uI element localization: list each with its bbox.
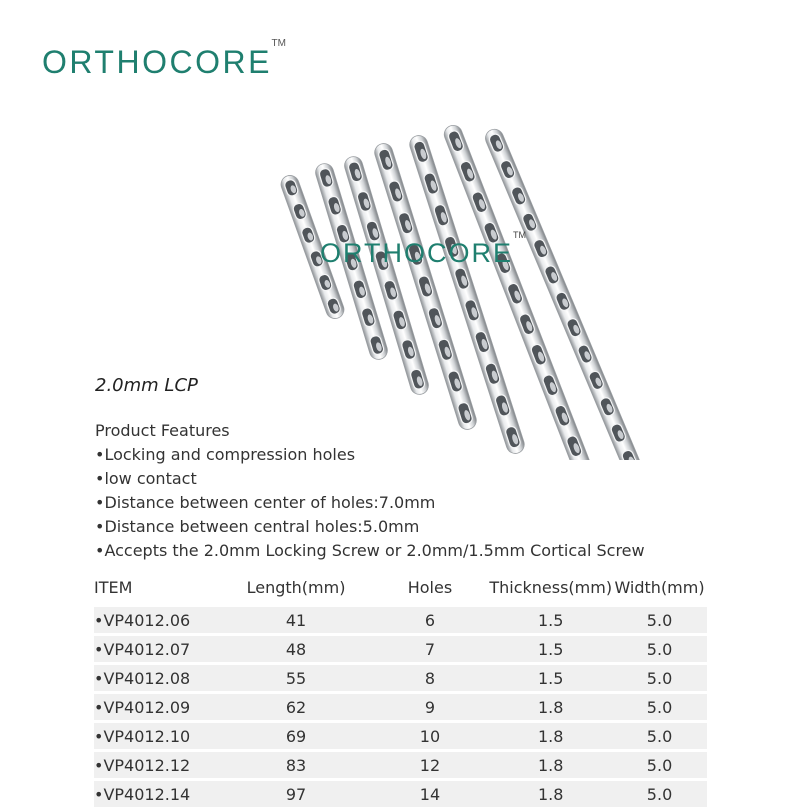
cell-thickness: 1.8 (489, 693, 612, 722)
feature-item: •low contact (95, 467, 645, 491)
features-heading: Product Features (95, 419, 645, 443)
cell-width: 5.0 (612, 664, 707, 693)
cell-item: •VP4012.14 (94, 780, 221, 807)
feature-item: •Locking and compression holes (95, 443, 645, 467)
cell-width: 5.0 (612, 635, 707, 664)
cell-item: •VP4012.10 (94, 722, 221, 751)
feature-item: •Distance between center of holes:7.0mm (95, 491, 645, 515)
cell-length: 83 (221, 751, 370, 780)
cell-length: 48 (221, 635, 370, 664)
cell-item: •VP4012.07 (94, 635, 221, 664)
feature-item: •Distance between central holes:5.0mm (95, 515, 645, 539)
cell-thickness: 1.5 (489, 606, 612, 635)
header-thickness: Thickness(mm) (489, 570, 612, 606)
image-watermark-logo (320, 238, 513, 269)
brand-name: ORTHOCORE (42, 44, 272, 80)
cell-width: 5.0 (612, 606, 707, 635)
header-length: Length(mm) (221, 570, 370, 606)
table-row (94, 751, 707, 780)
brand-logo (42, 44, 272, 81)
table-row (94, 693, 707, 722)
cell-holes: 10 (371, 722, 490, 751)
cell-length: 97 (221, 780, 370, 807)
cell-thickness: 1.5 (489, 664, 612, 693)
header-item: ITEM (94, 570, 221, 606)
cell-length: 41 (221, 606, 370, 635)
cell-thickness: 1.8 (489, 722, 612, 751)
cell-thickness: 1.8 (489, 780, 612, 807)
cell-width: 5.0 (612, 780, 707, 807)
cell-item: •VP4012.06 (94, 606, 221, 635)
trademark-mark: TM (271, 38, 285, 49)
spec-table (94, 570, 707, 807)
cell-width: 5.0 (612, 751, 707, 780)
feature-item: •Accepts the 2.0mm Locking Screw or 2.0mm/1.5mm Cortical Screw (95, 539, 645, 563)
table-header-row (94, 570, 707, 606)
table-row (94, 780, 707, 807)
cell-width: 5.0 (612, 693, 707, 722)
cell-item: •VP4012.08 (94, 664, 221, 693)
product-title: 2.0mm LCP (95, 375, 198, 396)
cell-holes: 14 (371, 780, 490, 807)
product-features (95, 419, 645, 563)
table-row (94, 664, 707, 693)
cell-thickness: 1.5 (489, 635, 612, 664)
bone-plates-image (250, 100, 690, 460)
cell-item: •VP4012.09 (94, 693, 221, 722)
cell-length: 62 (221, 693, 370, 722)
cell-holes: 9 (371, 693, 490, 722)
table-row (94, 722, 707, 751)
table-row (94, 606, 707, 635)
cell-item: •VP4012.12 (94, 751, 221, 780)
cell-holes: 7 (371, 635, 490, 664)
watermark-trademark: TM (513, 230, 526, 240)
cell-holes: 6 (371, 606, 490, 635)
cell-holes: 8 (371, 664, 490, 693)
cell-length: 55 (221, 664, 370, 693)
header-width: Width(mm) (612, 570, 707, 606)
cell-width: 5.0 (612, 722, 707, 751)
table-row (94, 635, 707, 664)
cell-thickness: 1.8 (489, 751, 612, 780)
cell-holes: 12 (371, 751, 490, 780)
cell-length: 69 (221, 722, 370, 751)
watermark-name: ORTHOCORE (320, 238, 513, 268)
header-holes: Holes (371, 570, 490, 606)
